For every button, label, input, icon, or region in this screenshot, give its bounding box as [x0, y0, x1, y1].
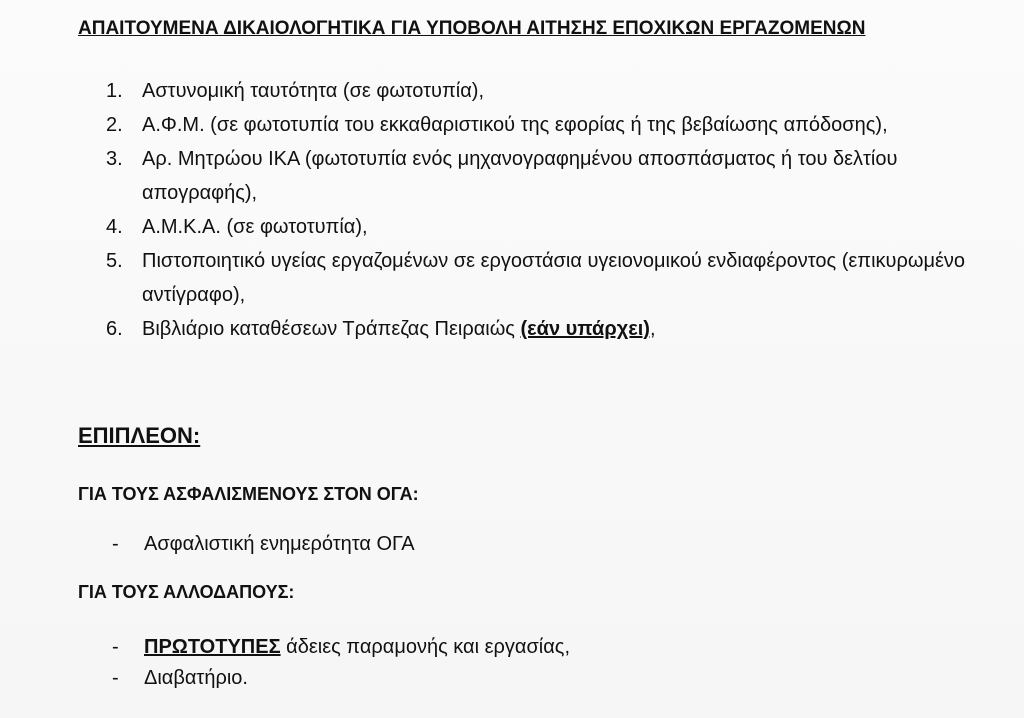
item-number: 2. — [106, 114, 123, 136]
requirements-list — [106, 74, 966, 346]
extra-heading: ΕΠΙΠΛΕΟΝ: — [78, 423, 201, 448]
item-emphasis: (εάν υπάρχει) — [520, 318, 650, 340]
item-number: 3. — [106, 148, 123, 170]
foreigners-heading: ΓΙΑ ΤΟΥΣ ΑΛΛΟΔΑΠΟΥΣ: — [78, 582, 295, 602]
document-title: ΑΠΑΙΤΟΥΜΕΝΑ ΔΙΚΑΙΟΛΟΓΗΤΙΚΑ ΓΙΑ ΥΠΟΒΟΛΗ ΑΙΤΗΣΗΣ ΕΠΟΧΙΚΩΝ ΕΡΓΑΖΟΜΕΝΩΝ — [78, 18, 866, 39]
item-emphasis: ΠΡΩΤΟΤΥΠΕΣ — [144, 636, 281, 658]
item-text: Α.Μ.Κ.Α. (σε φωτοτυπία), — [142, 216, 368, 238]
item-number: 5. — [106, 250, 123, 272]
list-item — [106, 244, 966, 312]
item-number: 1. — [106, 80, 123, 102]
oga-heading: ΓΙΑ ΤΟΥΣ ΑΣΦΑΛΙΣΜΕΝΟΥΣ ΣΤΟΝ ΟΓΑ: — [78, 484, 419, 504]
item-text: Πιστοποιητικό υγείας εργαζομένων σε εργοστάσια υγειονομικού ενδιαφέροντος (επικυρωμένο αντίγραφο), — [142, 250, 966, 306]
item-text: άδειες παραμονής και εργασίας, — [280, 636, 571, 658]
list-item — [106, 142, 966, 210]
item-text: Αρ. Μητρώου ΙΚΑ (φωτοτυπία ενός μηχανογραφημένου αποσπάσματος ή του δελτίου απογραφής), — [142, 148, 898, 204]
foreigners-list — [106, 632, 570, 694]
item-number: 6. — [106, 318, 123, 340]
item-text: Διαβατήριο. — [144, 667, 248, 689]
dash-bullet: - — [112, 533, 119, 555]
item-suffix: , — [649, 318, 656, 340]
item-number: 4. — [106, 216, 123, 238]
list-item — [106, 663, 570, 694]
item-text: Αστυνομική ταυτότητα (σε φωτοτυπία), — [142, 80, 485, 102]
list-item — [106, 210, 966, 244]
list-item — [106, 108, 966, 142]
oga-list — [106, 529, 415, 560]
item-text — [142, 312, 966, 346]
list-item — [106, 312, 966, 346]
dash-bullet: - — [112, 636, 119, 658]
item-text: Ασφαλιστική ενημερότητα ΟΓΑ — [144, 533, 415, 555]
dash-bullet: - — [112, 667, 119, 689]
list-item — [106, 632, 570, 663]
item-text: Α.Φ.Μ. (σε φωτοτυπία του εκκαθαριστικού της εφορίας ή της βεβαίωσης απόδοσης), — [142, 114, 888, 136]
list-item — [106, 529, 415, 560]
list-item — [106, 74, 966, 108]
item-text-main: Βιβλιάριο καταθέσεων Τράπεζας Πειραιώς — [142, 318, 521, 340]
